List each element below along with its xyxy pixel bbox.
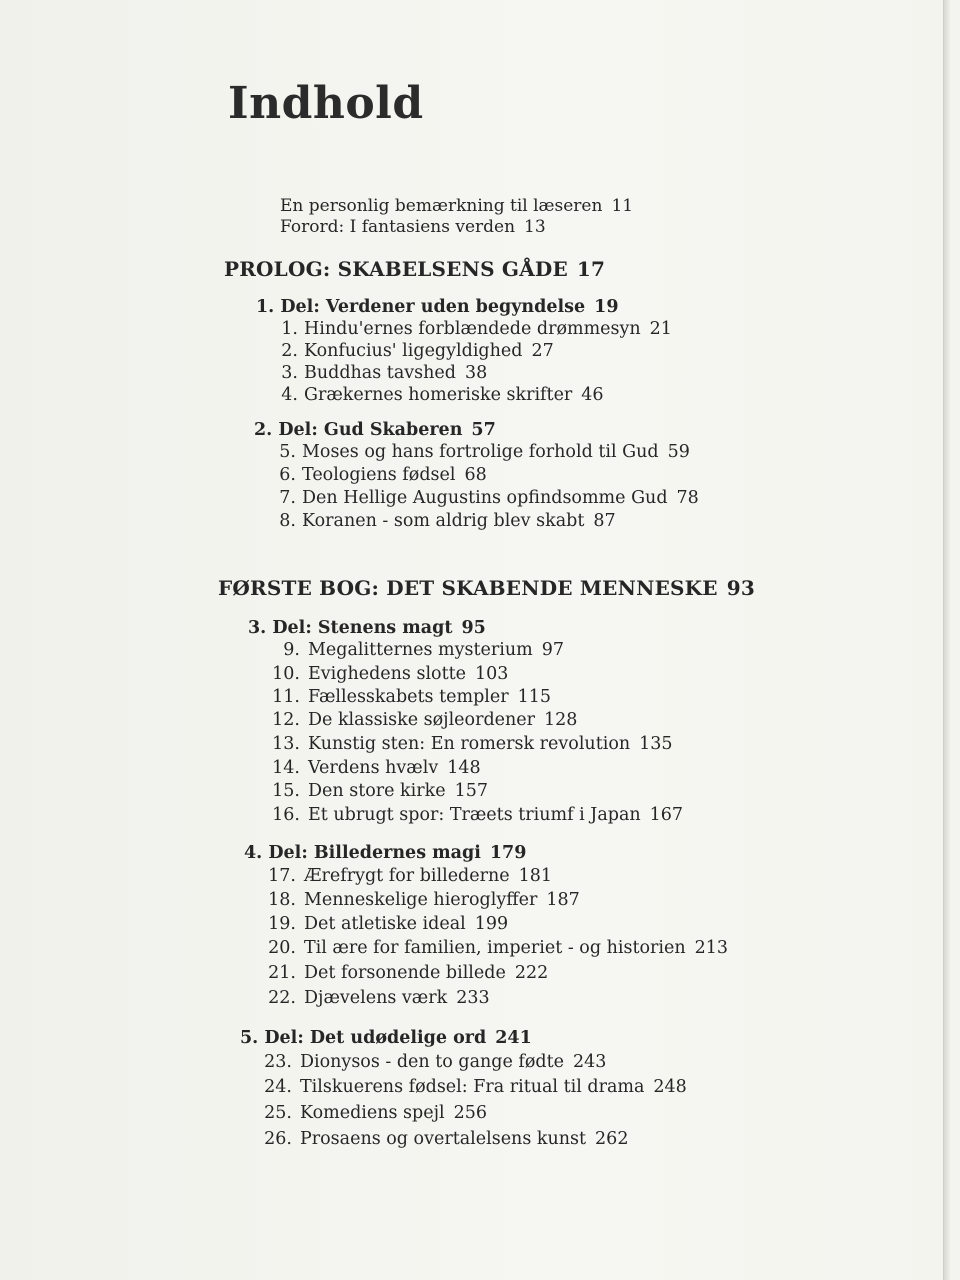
page-number: 78 xyxy=(676,488,699,508)
chapter-number: 18. xyxy=(268,890,296,910)
page-number: 179 xyxy=(489,843,527,863)
page-number: 256 xyxy=(453,1103,488,1123)
entry-title: 3. Del: Stenens magt xyxy=(248,618,453,638)
page-number: 157 xyxy=(454,781,488,801)
entry-title: Hindu'ernes forblændede drømmesyn xyxy=(304,319,641,339)
chapter-entry xyxy=(266,640,564,660)
chapter-number: 8. xyxy=(279,511,296,531)
entry-title: Dionysos - den to gange fødte xyxy=(300,1052,565,1072)
chapter-number: 19. xyxy=(268,914,296,934)
page-number: 167 xyxy=(649,805,684,825)
chapter-number: 9. xyxy=(283,640,300,660)
page-number: 199 xyxy=(474,914,509,934)
chapter-entry xyxy=(262,866,552,886)
chapter-number: 16. xyxy=(272,805,300,825)
entry-title: Koranen - som aldrig blev skabt xyxy=(302,511,585,531)
chapter-number: 23. xyxy=(264,1052,292,1072)
page-number: 59 xyxy=(667,442,690,462)
chapter-entry xyxy=(266,687,551,707)
chapter-number: 22. xyxy=(268,988,296,1008)
page-number: 97 xyxy=(541,640,565,660)
entry-title: 1. Del: Verdener uden begyndelse xyxy=(256,297,586,317)
chapter-number: 14. xyxy=(272,758,300,778)
chapter-number: 2. xyxy=(281,341,298,361)
chapter-entry xyxy=(272,385,604,405)
part-heading xyxy=(240,1028,532,1048)
chapter-number: 12. xyxy=(272,710,300,730)
page-number: 262 xyxy=(595,1129,629,1149)
page-number: 115 xyxy=(517,687,551,707)
page-number: 21 xyxy=(649,319,672,339)
chapter-number: 17. xyxy=(268,866,296,886)
chapter-number: 21. xyxy=(268,963,296,983)
page-number: 248 xyxy=(653,1077,687,1097)
front-matter-item xyxy=(280,217,546,237)
entry-title: Grækernes homeriske skrifter xyxy=(304,385,573,405)
page-number: 19 xyxy=(594,297,619,317)
page-number: 222 xyxy=(514,963,549,983)
chapter-entry xyxy=(266,734,673,754)
front-matter-item xyxy=(280,196,633,216)
page-number: 46 xyxy=(581,385,604,405)
chapter-number: 24. xyxy=(264,1077,292,1097)
chapter-number: 25. xyxy=(264,1103,292,1123)
part-heading xyxy=(244,843,526,863)
chapter-number: 26. xyxy=(264,1129,292,1149)
chapter-number: 3. xyxy=(281,363,298,383)
chapter-entry xyxy=(258,1103,487,1123)
entry-title: Den store kirke xyxy=(308,781,446,801)
entry-title: Til ære for familien, imperiet - og historien xyxy=(304,938,686,958)
chapter-number: 6. xyxy=(279,465,296,485)
entry-title: Megalitternes mysterium xyxy=(308,640,533,660)
entry-title: Buddhas tavshed xyxy=(304,363,456,383)
chapter-entry xyxy=(262,890,580,910)
entry-title: En personlig bemærkning til læseren xyxy=(280,196,603,216)
entry-title: De klassiske søjleordener xyxy=(308,710,535,730)
entry-title: Djævelens værk xyxy=(304,988,448,1008)
page-number: 213 xyxy=(694,938,729,958)
chapter-number: 13. xyxy=(272,734,300,754)
part-heading xyxy=(256,297,619,317)
page-number: 87 xyxy=(593,511,616,531)
page-number: 241 xyxy=(495,1028,532,1048)
chapter-entry xyxy=(262,988,490,1008)
chapter-number: 5. xyxy=(279,442,296,462)
entry-title: 2. Del: Gud Skaberen xyxy=(254,420,463,440)
page-number: 103 xyxy=(475,664,509,684)
entry-title: PROLOG: SKABELSENS GÅDE xyxy=(224,257,568,281)
entry-title: Teologiens fødsel xyxy=(302,465,456,485)
entry-title: Verdens hvælv xyxy=(308,758,439,778)
page-number: 135 xyxy=(639,734,673,754)
entry-title: Konfucius' ligegyldighed xyxy=(304,341,523,361)
page-edge xyxy=(943,0,952,1280)
page-number: 93 xyxy=(726,576,755,600)
chapter-entry xyxy=(272,363,487,383)
page-number: 148 xyxy=(447,758,481,778)
entry-title: Et ubrugt spor: Træets triumf i Japan xyxy=(308,805,641,825)
chapter-entry xyxy=(272,341,554,361)
page-number: 57 xyxy=(471,420,496,440)
chapter-entry xyxy=(258,1129,628,1149)
entry-title: Fællesskabets templer xyxy=(308,687,509,707)
chapter-entry xyxy=(262,963,548,983)
prolog-heading xyxy=(224,259,605,279)
page-number: 181 xyxy=(518,866,553,886)
page-number: 233 xyxy=(456,988,490,1008)
chapter-entry xyxy=(266,710,577,730)
chapter-number: 4. xyxy=(281,385,298,405)
chapter-entry xyxy=(270,465,487,485)
entry-title: 4. Del: Billedernes magi xyxy=(244,843,481,863)
entry-title: Den Hellige Augustins opfindsomme Gud xyxy=(302,488,668,508)
chapter-entry xyxy=(266,805,683,825)
chapter-entry xyxy=(258,1077,687,1097)
page-title: Indhold xyxy=(228,78,424,129)
part-heading xyxy=(254,420,496,440)
entry-title: FØRSTE BOG: DET SKABENDE MENNESKE xyxy=(218,576,718,600)
page-number: 17 xyxy=(576,257,606,281)
entry-title: Det atletiske ideal xyxy=(304,914,466,934)
entry-title: Prosaens og overtalelsens kunst xyxy=(300,1129,587,1149)
entry-title: Forord: I fantasiens verden xyxy=(280,217,516,237)
entry-title: Menneskelige hieroglyffer xyxy=(304,890,538,910)
chapter-entry xyxy=(270,488,699,508)
page-number: 95 xyxy=(461,618,486,638)
chapter-entry xyxy=(262,914,508,934)
chapter-entry xyxy=(266,781,488,801)
page-number: 243 xyxy=(573,1052,607,1072)
page-number: 13 xyxy=(524,217,546,237)
entry-title: Moses og hans fortrolige forhold til Gud xyxy=(302,442,659,462)
chapter-number: 20. xyxy=(268,938,296,958)
page-number: 38 xyxy=(464,363,488,383)
chapter-number: 10. xyxy=(272,664,300,684)
chapter-entry xyxy=(262,938,728,958)
entry-title: Tilskuerens fødsel: Fra ritual til drama xyxy=(300,1077,645,1097)
page-number: 187 xyxy=(546,890,580,910)
entry-title: Kunstig sten: En romersk revolution xyxy=(308,734,631,754)
entry-title: 5. Del: Det udødelige ord xyxy=(240,1028,487,1048)
part-heading xyxy=(248,618,486,638)
chapter-entry xyxy=(270,442,690,462)
chapter-entry xyxy=(266,758,481,778)
entry-title: Evighedens slotte xyxy=(308,664,466,684)
entry-title: Det forsonende billede xyxy=(304,963,506,983)
page-number: 27 xyxy=(531,341,554,361)
chapter-number: 11. xyxy=(272,687,300,707)
chapter-number: 7. xyxy=(279,488,296,508)
book-heading xyxy=(218,578,755,598)
chapter-entry xyxy=(266,664,508,684)
chapter-entry xyxy=(258,1052,606,1072)
page-number: 11 xyxy=(611,196,634,216)
entry-title: Ærefrygt for billederne xyxy=(304,866,510,886)
page-number: 128 xyxy=(544,710,578,730)
chapter-entry xyxy=(272,319,672,339)
entry-title: Komediens spejl xyxy=(300,1103,445,1123)
page-number: 68 xyxy=(464,465,487,485)
chapter-number: 1. xyxy=(281,319,298,339)
chapter-entry xyxy=(270,511,616,531)
chapter-number: 15. xyxy=(272,781,300,801)
